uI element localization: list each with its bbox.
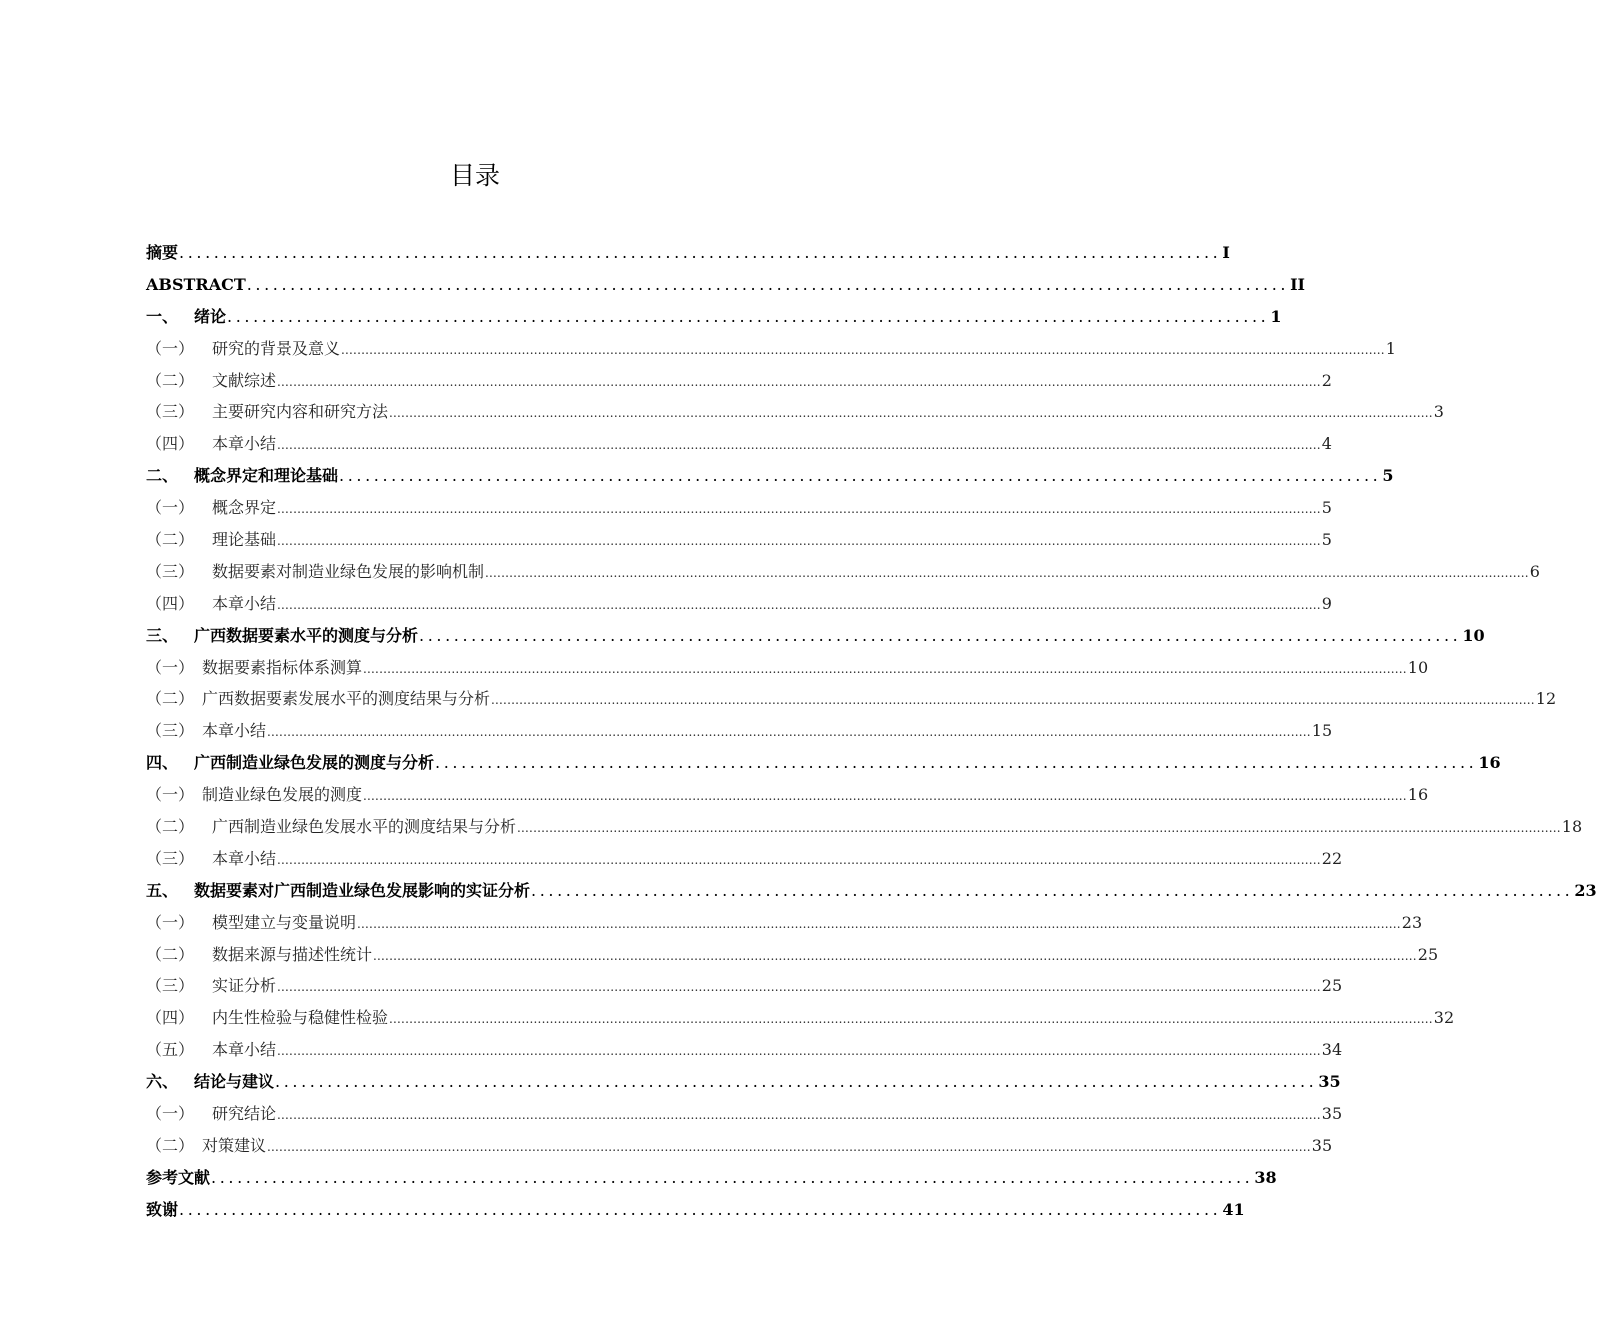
toc-entry-title: 实证分析 [212, 976, 277, 996]
toc-section-entry[interactable] [146, 1130, 1333, 1162]
dot-leader: ........................................................................................................................ [179, 1199, 1222, 1219]
toc-entry-title: 绪论 [194, 306, 227, 326]
toc-entry-page-number: 2 [1321, 370, 1332, 390]
toc-entry-title: 参考文献 [146, 1167, 211, 1187]
toc-entry-number: （一） [146, 1104, 195, 1124]
toc-entry-number: （二） [146, 370, 195, 390]
toc-entry-label [146, 588, 276, 620]
toc-entry-label [146, 811, 516, 843]
toc-entry-title: 致谢 [146, 1199, 179, 1219]
toc-entry-number: （五） [146, 1040, 195, 1060]
toc-entry-page-number: 5 [1321, 498, 1332, 518]
toc-entry-title: 本章小结 [202, 721, 267, 741]
toc-section-entry[interactable] [146, 907, 1423, 939]
dot-leader: .................................................................................................................................................................................................................................................................... [341, 342, 1385, 357]
toc-entry-title: 数据要素指标体系测算 [202, 657, 363, 677]
dot-leader: ........................................................................................................................ [246, 274, 1290, 294]
toc-entry-title: 对策建议 [202, 1135, 267, 1155]
toc-entry-page-number: 35 [1318, 1072, 1341, 1092]
toc-entry-title: 数据要素对制造业绿色发展的影响机制 [212, 561, 485, 581]
toc-entry-page-number: 16 [1407, 785, 1429, 805]
table-of-contents [146, 237, 1597, 1226]
toc-chapter-entry[interactable] [146, 1162, 1277, 1194]
dot-leader: .................................................................................................................................................................................................................................................................... [363, 789, 1407, 804]
toc-entry-title: 内生性检验与稳健性检验 [212, 1008, 389, 1028]
toc-chapter-entry[interactable] [146, 301, 1282, 333]
toc-entry-title: 结论与建议 [194, 1072, 275, 1092]
dot-leader: ........................................................................................................................ [227, 306, 1270, 326]
toc-entry-label [146, 683, 490, 715]
toc-entry-label [146, 1034, 276, 1066]
toc-entry-title: 广西制造业绿色发展水平的测度结果与分析 [212, 817, 517, 837]
toc-entry-page-number: 5 [1321, 530, 1332, 550]
dot-leader: ........................................................................................................................ [275, 1072, 1318, 1092]
toc-section-entry[interactable] [146, 333, 1396, 365]
toc-entry-label [146, 269, 246, 301]
toc-entry-page-number: 5 [1382, 466, 1394, 486]
toc-entry-page-number: 15 [1311, 721, 1333, 741]
dot-leader: .................................................................................................................................................................................................................................................................... [485, 565, 1529, 580]
toc-entry-number: （二） [146, 689, 195, 709]
toc-entry-number: （四） [146, 593, 195, 613]
toc-section-entry[interactable] [146, 428, 1332, 460]
toc-section-entry[interactable] [146, 556, 1540, 588]
dot-leader: .................................................................................................................................................................................................................................................................... [277, 502, 1321, 517]
toc-entry-label [146, 843, 276, 875]
toc-entry-label [146, 237, 178, 269]
toc-chapter-entry[interactable] [146, 1194, 1245, 1226]
dot-leader: .................................................................................................................................................................................................................................................................... [277, 374, 1321, 389]
toc-entry-label [146, 715, 266, 747]
toc-entry-page-number: 34 [1321, 1040, 1343, 1060]
toc-entry-label [146, 875, 530, 907]
dot-leader: ........................................................................................................................ [419, 625, 1462, 645]
toc-entry-title: 摘要 [146, 243, 179, 262]
toc-entry-title: 本章小结 [212, 434, 277, 454]
toc-entry-title: 数据要素对广西制造业绿色发展影响的实证分析 [194, 880, 531, 900]
toc-entry-title: 概念界定 [212, 498, 277, 518]
dot-leader: .................................................................................................................................................................................................................................................................... [267, 1139, 1311, 1154]
toc-entry-page-number: 23 [1574, 880, 1597, 900]
toc-chapter-entry[interactable] [146, 237, 1230, 269]
toc-entry-page-number: 3 [1433, 402, 1444, 422]
toc-entry-page-number: 25 [1417, 944, 1439, 964]
toc-entry-number: 三、 [146, 625, 179, 645]
dot-leader: .................................................................................................................................................................................................................................................................... [491, 693, 1535, 708]
toc-chapter-entry[interactable] [146, 620, 1485, 652]
toc-entry-label [146, 556, 484, 588]
toc-entry-label [146, 1162, 210, 1194]
toc-entry-number: （二） [146, 944, 195, 964]
toc-entry-title: 制造业绿色发展的测度 [202, 785, 363, 805]
toc-entry-label [146, 1194, 178, 1226]
toc-entry-label [146, 492, 276, 524]
toc-entry-title: 主要研究内容和研究方法 [212, 402, 389, 422]
toc-entry-label [146, 428, 276, 460]
toc-entry-title: 研究结论 [212, 1104, 277, 1124]
toc-entry-number: （一） [146, 338, 195, 358]
toc-entry-page-number: 41 [1222, 1199, 1245, 1219]
toc-entry-number: （一） [146, 912, 195, 932]
toc-entry-number: 六、 [146, 1072, 179, 1092]
toc-entry-title: 广西数据要素发展水平的测度结果与分析 [202, 689, 491, 709]
toc-chapter-entry[interactable] [146, 460, 1394, 492]
page-title: 目录 [449, 161, 500, 190]
toc-chapter-entry[interactable] [146, 1066, 1341, 1098]
toc-entry-page-number: 35 [1321, 1104, 1343, 1124]
toc-entry-title: 本章小结 [212, 593, 277, 613]
toc-entry-label [146, 747, 434, 779]
toc-section-entry[interactable] [146, 396, 1444, 428]
toc-entry-page-number: 35 [1311, 1135, 1333, 1155]
toc-entry-number: （二） [146, 817, 195, 837]
toc-section-entry[interactable] [146, 843, 1343, 875]
toc-entry-number: （三） [146, 402, 195, 422]
toc-section-entry[interactable] [146, 652, 1429, 684]
toc-entry-label [146, 779, 362, 811]
toc-section-entry[interactable] [146, 1034, 1343, 1066]
toc-entry-page-number: 10 [1407, 657, 1429, 677]
dot-leader: .................................................................................................................................................................................................................................................................... [363, 661, 1407, 676]
toc-entry-page-number: 38 [1254, 1167, 1277, 1187]
dot-leader: .................................................................................................................................................................................................................................................................... [277, 597, 1321, 612]
dot-leader: .................................................................................................................................................................................................................................................................... [277, 980, 1321, 995]
toc-entry-number: （二） [146, 1135, 195, 1155]
toc-entry-label [146, 1002, 388, 1034]
dot-leader: .................................................................................................................................................................................................................................................................... [373, 948, 1417, 963]
toc-entry-label [146, 1098, 276, 1130]
dot-leader: ........................................................................................................................ [339, 466, 1382, 486]
toc-entry-title: 模型建立与变量说明 [212, 912, 357, 932]
toc-entry-title: 文献综述 [212, 370, 277, 390]
toc-entry-number: 四、 [146, 753, 179, 773]
toc-entry-number: （三） [146, 561, 195, 581]
toc-entry-page-number: 12 [1535, 689, 1557, 709]
toc-entry-number: （四） [146, 1008, 195, 1028]
toc-entry-number: 五、 [146, 880, 179, 900]
toc-entry-title: 广西制造业绿色发展的测度与分析 [194, 753, 435, 773]
toc-entry-page-number: 16 [1478, 753, 1501, 773]
dot-leader: .................................................................................................................................................................................................................................................................... [517, 821, 1561, 836]
dot-leader: .................................................................................................................................................................................................................................................................... [277, 1044, 1321, 1059]
toc-entry-page-number: I [1222, 243, 1230, 262]
toc-entry-page-number: 9 [1321, 593, 1332, 613]
toc-entry-label [146, 620, 418, 652]
toc-entry-title: ABSTRACT [146, 274, 246, 294]
toc-entry-label [146, 907, 356, 939]
toc-entry-number: （三） [146, 976, 195, 996]
dot-leader: .................................................................................................................................................................................................................................................................... [277, 534, 1321, 549]
toc-entry-label [146, 365, 276, 397]
dot-leader: .................................................................................................................................................................................................................................................................... [389, 1012, 1433, 1027]
toc-section-entry[interactable] [146, 588, 1332, 620]
dot-leader: ........................................................................................................................ [435, 753, 1478, 773]
toc-section-entry[interactable] [146, 365, 1332, 397]
toc-section-entry[interactable] [146, 683, 1557, 715]
dot-leader: .................................................................................................................................................................................................................................................................... [357, 916, 1401, 931]
toc-section-entry[interactable] [146, 779, 1429, 811]
toc-entry-page-number: 25 [1321, 976, 1343, 996]
toc-entry-number: （三） [146, 848, 195, 868]
toc-section-entry[interactable] [146, 970, 1343, 1002]
toc-entry-label [146, 1130, 266, 1162]
dot-leader: .................................................................................................................................................................................................................................................................... [277, 438, 1321, 453]
toc-entry-title: 本章小结 [212, 1040, 277, 1060]
toc-entry-label [146, 939, 372, 971]
dot-leader: ........................................................................................................................ [179, 243, 1222, 262]
toc-entry-page-number: 6 [1529, 561, 1540, 581]
toc-entry-label [146, 1066, 274, 1098]
toc-entry-number: （四） [146, 434, 195, 454]
toc-section-entry[interactable] [146, 811, 1583, 843]
toc-section-entry[interactable] [146, 1098, 1343, 1130]
dot-leader: .................................................................................................................................................................................................................................................................... [267, 725, 1311, 740]
toc-entry-number: （一） [146, 785, 195, 805]
toc-entry-page-number: 18 [1561, 817, 1583, 837]
toc-entry-label [146, 524, 276, 556]
toc-entry-title: 本章小结 [212, 848, 277, 868]
toc-entry-page-number: 32 [1433, 1008, 1455, 1028]
toc-section-entry[interactable] [146, 715, 1333, 747]
toc-entry-page-number: 4 [1321, 434, 1332, 454]
toc-entry-number: 一、 [146, 306, 179, 326]
toc-section-entry[interactable] [146, 492, 1332, 524]
toc-section-entry[interactable] [146, 1002, 1455, 1034]
toc-entry-page-number: 22 [1321, 848, 1343, 868]
toc-entry-page-number: 1 [1270, 306, 1282, 326]
toc-entry-label [146, 333, 340, 365]
toc-entry-title: 数据来源与描述性统计 [212, 944, 373, 964]
toc-entry-title: 概念界定和理论基础 [194, 466, 339, 486]
toc-entry-label [146, 970, 276, 1002]
toc-entry-page-number: 23 [1401, 912, 1423, 932]
toc-chapter-entry[interactable] [146, 747, 1501, 779]
toc-entry-label [146, 301, 226, 333]
toc-entry-number: （一） [146, 498, 195, 518]
toc-entry-number: （三） [146, 721, 195, 741]
toc-chapter-entry[interactable] [146, 875, 1597, 907]
toc-chapter-entry[interactable] [146, 269, 1306, 301]
dot-leader: .................................................................................................................................................................................................................................................................... [277, 852, 1321, 867]
toc-entry-label [146, 652, 362, 684]
toc-section-entry[interactable] [146, 939, 1439, 971]
toc-entry-number: 二、 [146, 466, 179, 486]
toc-entry-page-number: 10 [1462, 625, 1485, 645]
dot-leader: ........................................................................................................................ [211, 1167, 1254, 1187]
toc-entry-number: （二） [146, 530, 195, 550]
toc-entry-page-number: II [1290, 274, 1306, 294]
toc-entry-title: 研究的背景及意义 [212, 338, 341, 358]
toc-entry-title: 广西数据要素水平的测度与分析 [194, 625, 419, 645]
dot-leader: .................................................................................................................................................................................................................................................................... [389, 406, 1433, 421]
dot-leader: ........................................................................................................................ [531, 880, 1574, 900]
toc-entry-page-number: 1 [1385, 338, 1396, 358]
toc-entry-label [146, 396, 388, 428]
dot-leader: .................................................................................................................................................................................................................................................................... [277, 1108, 1321, 1123]
toc-entry-number: （一） [146, 657, 195, 677]
toc-entry-title: 理论基础 [212, 530, 277, 550]
toc-entry-label [146, 460, 338, 492]
toc-section-entry[interactable] [146, 524, 1332, 556]
